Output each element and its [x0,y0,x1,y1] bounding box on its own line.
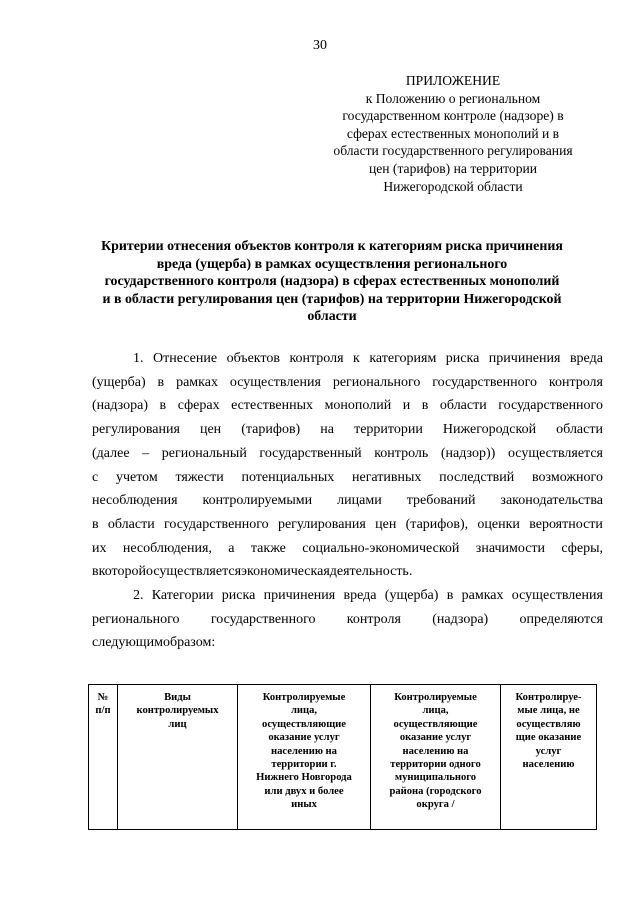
header-cell-line: населению на [271,745,337,757]
header-cell-line: Контролируемые [394,692,477,703]
heading-line: и в области регулирования цен (тарифов) на территории Нижегородской [102,291,562,307]
header-cell-line: осуществляющие [393,718,478,730]
header-cell-line: территории г. [271,759,337,771]
heading-line: Критерии отнесения объектов контроля к категориям риска причинения [101,239,563,254]
header-cell-line: Контролируе- [515,692,582,703]
header-cell-line: услуг [535,745,562,757]
appendix-block [310,72,596,195]
page-number: 30 [313,38,327,53]
text-line: (ущерба) в рамках осуществления регионального государственного контроля [92,374,603,390]
text-line: регулирования цен (тарифов) на территории Нижегородской области [92,422,603,438]
header-cell-line: лица, [422,705,449,717]
text-line: их несоблюдения, а также социально-экономической значимости сферы, [92,540,603,556]
text-line: (надзора) в сферах естественных монополий и в области государственного [92,398,603,414]
criteria-table [88,684,597,830]
header-cell-line: осуществляю [516,718,581,730]
header-cell-line: Нижнего Новгорода [256,772,352,784]
appendix-title: ПРИЛОЖЕНИЕ [405,73,501,88]
text-line: с учетом тяжести потенциальных негативных последствий возможного [92,469,603,485]
header-cell-line: населению [522,759,575,771]
paragraph-2 [92,584,603,655]
header-cell-line: щие оказание [515,732,582,744]
header-cell-number [89,685,118,830]
heading-line: вреда (ущерба) в рамках осуществления регионального [156,256,508,272]
text-line: 1. Отнесение объектов контроля к категориям риска причинения вреда [133,351,603,366]
header-cell-line: лица, [290,705,318,717]
table-header-row [89,685,597,830]
text-line: (далее – региональный государственный контроль (надзор)) осуществляется [92,445,603,461]
header-cell-line: округа / [416,799,455,811]
header-cell-line: оказание услуг [268,732,340,744]
appendix-line: к Положению о региональном [365,90,541,106]
appendix-line: государственном контроле (надзоре) в [342,108,564,124]
header-cell-line: муниципального [394,772,477,784]
text-line: несоблюдения контролируемыми лицами требований законодательства [92,493,603,509]
appendix-line: области государственного регулирования [333,143,573,159]
document-heading [82,238,582,326]
header-cell-line: оказание услуг [399,732,472,744]
appendix-line: сферах естественных монополий и в [346,125,560,141]
text-line: 2. Категории риска причинения вреда (ущерба) в рамках осуществления [133,588,603,604]
text-line: в области государственного регулирования цен (тарифов), оценки вероятности [92,516,603,532]
header-cell-no-services [501,685,597,830]
header-cell-city-services [238,685,371,830]
text-line: следующим образом: [92,635,216,651]
header-cell-line: контролируемых [136,705,219,717]
header-cell-line: населению на [402,745,469,757]
heading-line: государственного контроля (надзора) в сферах естественных монополий [104,274,560,290]
paragraph-1 [92,347,603,584]
header-cell-line: Контролируемые [262,692,346,703]
header-cell-line: мые лица, не [517,705,580,717]
header-cell-line: п/п [95,705,111,717]
header-cell-line: лиц [168,718,187,730]
header-cell-entity-types [118,685,238,830]
header-cell-line: иных [291,799,317,811]
header-cell-line: № [97,692,109,703]
header-cell-line: или двух и более [264,785,344,797]
header-cell-line: осуществляющие [262,718,346,730]
text-line: в которой осуществляется экономическая деятельность. [92,564,413,580]
header-cell-line: района (городского [389,785,482,797]
header-cell-municipal-services [371,685,501,830]
appendix-line: Нижегородской области [383,178,523,194]
heading-line: области [307,309,357,325]
appendix-line: цен (тарифов) на территории [368,160,538,176]
header-cell-line: территории одного [390,759,481,771]
body-text [92,347,603,655]
header-cell-line: Виды [164,692,191,703]
text-line: регионального государственного контроля (надзора) определяются [92,611,603,627]
